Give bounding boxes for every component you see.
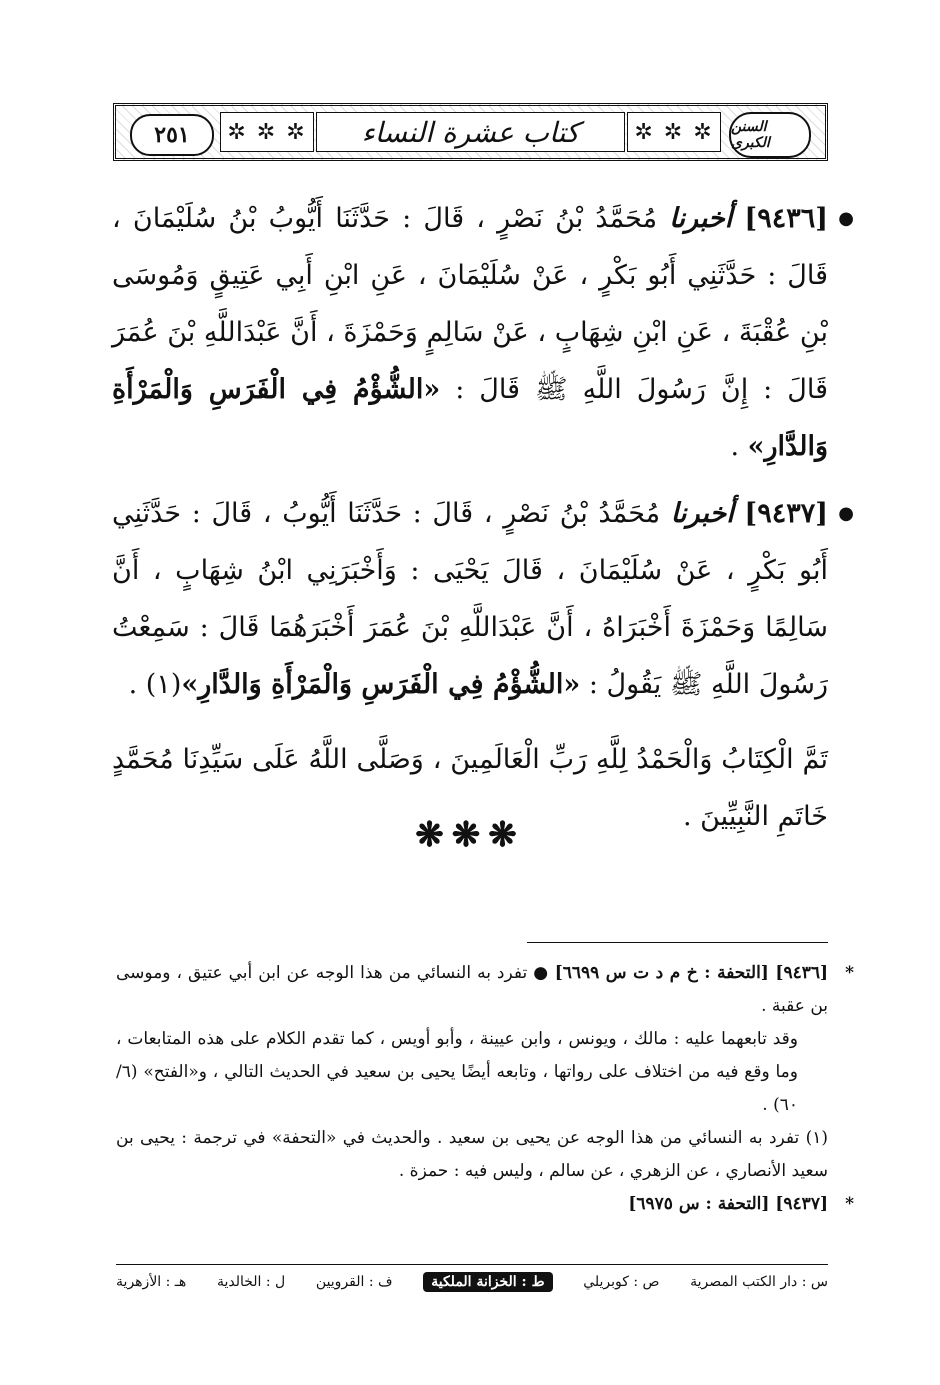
hadith-text: مُحَمَّدُ بْنُ نَصْرٍ ، قَالَ : حَدَّثَنَا أَيُّوبُ بْنُ سُلَيْمَانَ ، قَالَ : حَدَّثَنِي أَبُو بَكْرٍ ، عَنْ سُلَيْمَانَ ، عَنِ ابْنِ أَبِي عَتِيقٍ وَمُوسَى بْنِ عُقْبَةَ ، عَنِ ابْنِ شِهَابٍ ، عَنْ سَالِمٍ وَحَمْزَةَ ، أَنَّ عَبْدَاللَّهِ بْنَ عُمَرَ قَالَ : إِنَّ رَسُولَ اللَّهِ ﷺ قَالَ : (112, 203, 828, 405)
hadith-paragraph (112, 485, 854, 713)
hadith-quote: «الشُّؤْمُ فِي الْفَرَسِ وَالْمَرْأَةِ وَالدَّارِ» (181, 669, 581, 700)
main-text (112, 190, 854, 855)
legend-divider (116, 1264, 828, 1265)
legend-item: هـ : الأزهرية (116, 1274, 187, 1290)
footnote-text: ● تفرد به النسائي من هذا الوجه عن ابن أبي عتيق ، وموسى بن عقبة . (116, 963, 828, 1016)
footnote-continuation: وقد تابعهما عليه : مالك ، ويونس ، وابن عيينة ، وأبو أويس ، كما تقدم الكلام على هذه المتابعات ، وما وقع فيه من اختلاف على رواتها ، وتابعه أيضًا يحيى بن سعيد في الحديث التالي ، و«الفتح» (٦/ ٦٠) . (116, 1029, 799, 1115)
hadith-quote: «الشُّؤْمُ فِي الْفَرَسِ وَالْمَرْأَةِ وَالدَّارِ» (112, 374, 828, 462)
footnotes (116, 957, 854, 1221)
hadith-number: [٩٤٣٧] (744, 498, 828, 529)
hadith-number: [٩٤٣٦] (744, 203, 828, 234)
ornament-glyphs: ✲ ✲ ✲ (227, 119, 307, 145)
legend-item: س : دار الكتب المصرية (690, 1274, 828, 1290)
book-logo (729, 112, 811, 158)
ornament-glyphs: ✲ ✲ ✲ (634, 119, 714, 145)
hadith-text: مُحَمَّدُ بْنُ نَصْرٍ ، قَالَ : حَدَّثَنَا أَيُّوبُ ، قَالَ : حَدَّثَنِي أَبُو بَكْرٍ ، عَنْ سُلَيْمَانَ ، قَالَ يَحْيَى : وَأَخْبَرَنِي ابْنُ شِهَابٍ ، أَنَّ سَالِمًا وَحَمْزَةَ أَخْبَرَاهُ ، أَنَّ عَبْدَاللَّهِ بْنَ عُمَرَ أَخْبَرَهُمَا قَالَ : سَمِعْتُ رَسُولَ اللَّهِ ﷺ يَقُولُ : (112, 498, 828, 700)
page-number: ٢٥١ (154, 122, 190, 148)
ornament-left (220, 112, 314, 152)
logo-text: السنن الكبرى (731, 119, 770, 151)
footnote-divider (527, 942, 828, 943)
page-number-box (130, 114, 214, 156)
footnote-9436 (116, 957, 854, 1023)
section-separator: ❋❋❋ (415, 815, 525, 855)
chapter-title: كتاب عشرة النساء (361, 115, 580, 149)
legend-item-highlighted: ط : الخزانة الملكية (423, 1272, 552, 1292)
footnote-star: * (845, 963, 854, 983)
hadith-end: . (730, 431, 748, 462)
closing-paragraph: تَمَّ الْكِتَابُ وَالْحَمْدُ لِلَّهِ رَبِّ الْعَالَمِينَ ، وَصَلَّى اللَّهُ عَلَى سَيِّدِنَا مُحَمَّدٍ خَاتَمِ النَّبِيِّينَ . (112, 744, 828, 832)
hadith-end: (١) . (128, 669, 182, 700)
footnote-9437 (116, 1188, 854, 1221)
hadith-paragraph (112, 190, 854, 475)
bullet-icon: ● (838, 503, 854, 524)
manuscript-legend (116, 1268, 828, 1296)
footnote-star: * (845, 1194, 854, 1214)
page-header (113, 103, 828, 161)
akhbarana-word: أخبرنا (669, 203, 733, 234)
ornament-right (627, 112, 721, 152)
legend-item: ل : الخالدية (216, 1274, 286, 1290)
tuhfa-reference: [٩٤٣٧] [التحفة : س ٦٩٧٥] (628, 1194, 828, 1214)
chapter-title-box (316, 112, 625, 152)
footnote-1: (١) تفرد به النسائي من هذا الوجه عن يحيى بن سعيد . والحديث في «التحفة» في ترجمة : يحيى بن سعيد الأنصاري ، عن الزهري ، عن سالم ، وليس فيه : حمزة . (116, 1128, 828, 1181)
akhbarana-word: أخبرنا (670, 498, 734, 529)
bullet-icon: ● (838, 208, 854, 229)
legend-item: ص : كوبريلي (583, 1274, 660, 1290)
tuhfa-reference: [٩٤٣٦] [التحفة : خ م د ت س ٦٦٩٩] (554, 963, 829, 983)
legend-item: ف : القرويين (315, 1274, 393, 1290)
